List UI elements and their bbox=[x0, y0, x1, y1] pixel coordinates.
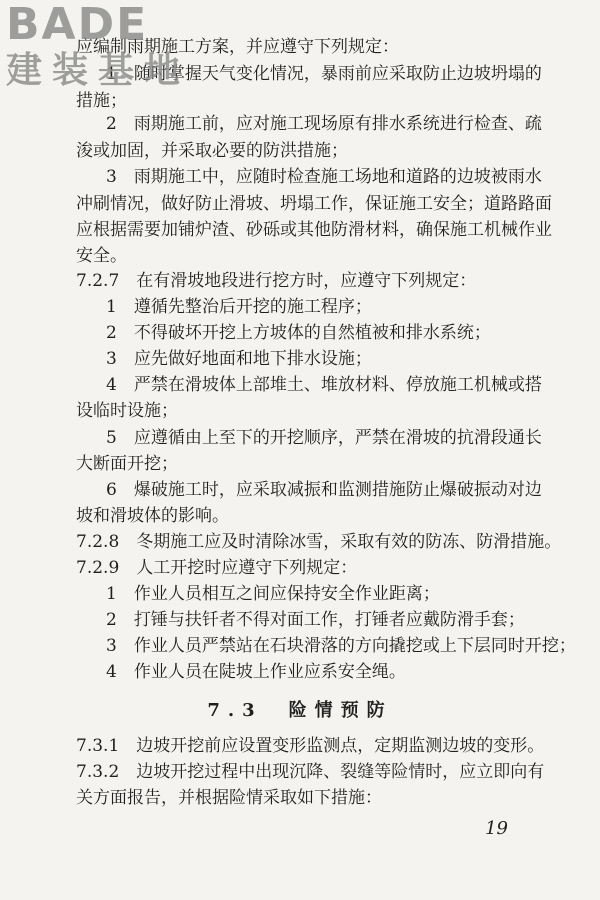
list-item-line: 2 打锤与扶钎者不得对面工作，打锤者应戴防滑手套； bbox=[106, 610, 525, 630]
clause-heading-line: 7.2.8 冬期施工应及时清除冰雪，采取有效的防冻、防滑措施。 bbox=[76, 532, 562, 552]
paragraph-line: 坡和滑坡体的影响。 bbox=[76, 506, 229, 526]
clause-heading-line: 7.3.2 边坡开挖过程中出现沉降、裂缝等险情时，应立即向有 bbox=[76, 762, 545, 782]
list-item-line: 3 作业人员严禁站在石块滑落的方向撬挖或上下层同时开挖； bbox=[106, 636, 576, 656]
paragraph-line: 大断面开挖； bbox=[76, 454, 178, 474]
paragraph-line: 浚或加固，并采取必要的防洪措施； bbox=[76, 141, 348, 161]
clause-heading-line: 7.2.7 在有滑坡地段进行挖方时，应遵守下列规定： bbox=[76, 271, 477, 291]
paragraph-line: 冲刷情况，做好防止滑坡、坍塌工作，保证施工安全；道路路面 bbox=[76, 194, 552, 214]
list-item-line: 1 遵循先整治后开挖的施工程序； bbox=[106, 297, 372, 317]
list-item-line: 5 应遵循由上至下的开挖顺序，严禁在滑坡的抗滑段通长 bbox=[106, 428, 542, 448]
list-item-line: 1 随时掌握天气变化情况，暴雨前应采取防止边坡坍塌的 bbox=[106, 64, 542, 84]
list-item-line: 4 严禁在滑坡体上部堆土、堆放材料、停放施工机械或搭 bbox=[106, 375, 542, 395]
watermark-cjk-text: 建装基地 bbox=[6, 50, 191, 91]
paragraph-line: 措施； bbox=[76, 91, 127, 111]
paragraph-line: 设临时设施； bbox=[76, 401, 178, 421]
clause-heading-line: 7.2.9 人工开挖时应遵守下列规定： bbox=[76, 558, 358, 578]
list-item-line: 3 雨期施工中，应随时检查施工场地和道路的边坡被雨水 bbox=[106, 167, 542, 187]
paragraph-line: 应根据需要加铺炉渣、砂砾或其他防滑材料，确保施工机械作业 bbox=[76, 220, 552, 240]
paragraph-line: 应编制雨期施工方案，并应遵守下列规定： bbox=[76, 37, 399, 57]
clause-heading-line: 7.3.1 边坡开挖前应设置变形监测点，定期监测边坡的变形。 bbox=[76, 736, 545, 756]
list-item-line: 6 爆破施工时，应采取减振和监测措施防止爆破振动对边 bbox=[106, 480, 542, 500]
list-item-line: 2 不得破坏开挖上方坡体的自然植被和排水系统； bbox=[106, 323, 491, 343]
section-title: 7.3 险情预防 bbox=[207, 700, 393, 721]
page-number: 19 bbox=[485, 818, 508, 839]
list-item-line: 2 雨期施工前，应对施工现场原有排水系统进行检查、疏 bbox=[106, 114, 542, 134]
watermark-latin-text: BADE bbox=[6, 0, 149, 50]
list-item-line: 4 作业人员在陡坡上作业应系安全绳。 bbox=[106, 662, 406, 682]
paragraph-line: 安全。 bbox=[76, 246, 127, 266]
list-item-line: 3 应先做好地面和地下排水设施； bbox=[106, 349, 372, 369]
paragraph-line: 关方面报告，并根据险情采取如下措施： bbox=[76, 788, 382, 808]
bade-watermark-logo bbox=[6, 2, 190, 90]
list-item-line: 1 作业人员相互之间应保持安全作业距离； bbox=[106, 584, 440, 604]
